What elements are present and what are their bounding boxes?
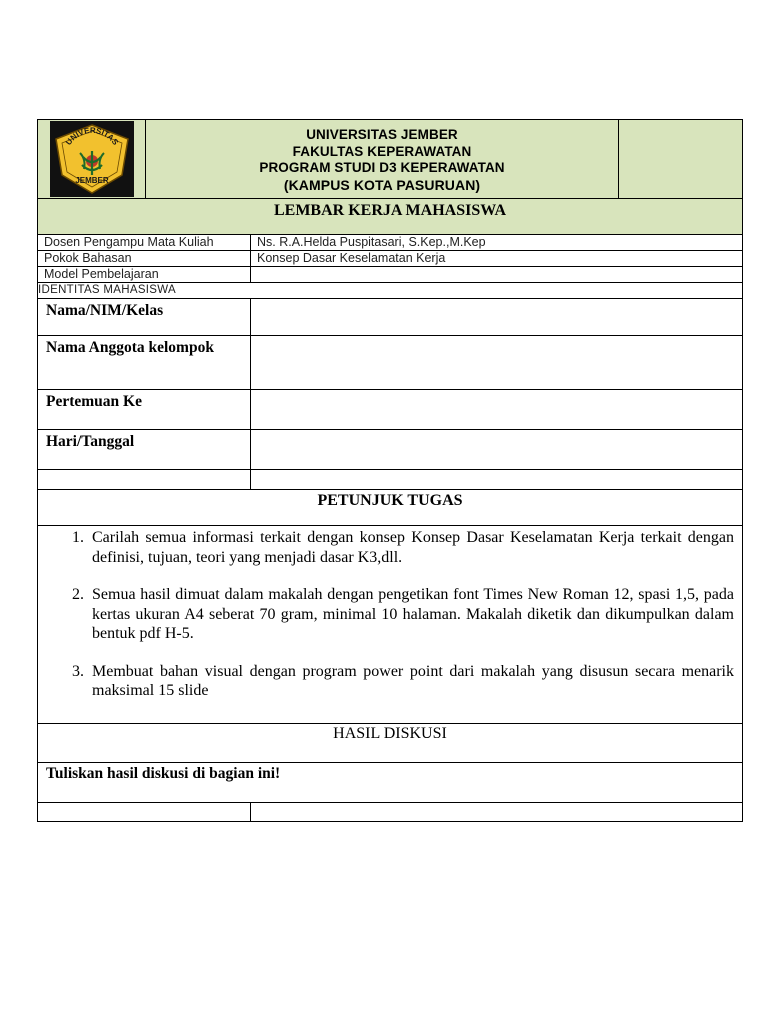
info-label: Model Pembelajaran — [38, 267, 251, 282]
identity-value-field[interactable] — [251, 390, 742, 429]
identity-value-field[interactable] — [251, 299, 742, 335]
instruction-item: 1. Carilah semua informasi terkait dengan konsep Konsep Dasar Keselamatan Kerja terkait dengan definisi, tujuan, teori yang menjadi dasar K3,dll. — [88, 528, 734, 567]
identity-row-date — [38, 429, 742, 469]
svg-text:JEMBER: JEMBER — [74, 176, 109, 185]
footer-empty-row — [38, 802, 742, 821]
instructions-heading-text: PETUNJUK TUGAS — [317, 492, 463, 509]
info-row-topic — [38, 250, 742, 266]
identity-row-name — [38, 298, 742, 335]
header-row — [38, 120, 742, 198]
info-value[interactable]: Ns. R.A.Helda Puspitasari, S.Kep.,M.Kep — [257, 235, 486, 249]
info-value[interactable]: Konsep Dasar Keselamatan Kerja — [257, 251, 446, 265]
logo-cell — [38, 120, 146, 198]
campus-name: (KAMPUS KOTA PASURUAN) — [283, 176, 481, 193]
identity-heading: IDENTITAS MAHASISWA — [38, 282, 742, 298]
empty-cell — [38, 803, 251, 821]
header-blank-cell — [619, 120, 742, 198]
sheet-title: LEMBAR KERJA MAHASISWA — [38, 198, 742, 234]
identity-value-field[interactable] — [251, 336, 742, 389]
instructions-heading — [38, 489, 742, 525]
empty-cell[interactable] — [251, 470, 742, 489]
identity-row-empty — [38, 469, 742, 489]
instruction-item: 3. Membuat bahan visual dengan program power point dari makalah yang disusun secara menarik maksimal 15 slide — [88, 662, 734, 701]
identity-row-meeting — [38, 389, 742, 429]
instructions-body — [38, 525, 742, 723]
info-row-learning-model — [38, 266, 742, 282]
empty-cell — [38, 470, 251, 489]
empty-cell[interactable] — [251, 803, 742, 821]
worksheet-table — [37, 119, 743, 822]
university-logo — [50, 121, 134, 197]
discussion-body[interactable] — [38, 762, 742, 802]
university-name: UNIVERSITAS JEMBER — [306, 127, 458, 142]
identity-label: Nama/NIM/Kelas — [38, 299, 251, 335]
svg-text:UNIVERSITAS: UNIVERSITAS — [63, 125, 120, 147]
university-seal-icon — [52, 123, 132, 195]
identity-value-field[interactable] — [251, 430, 742, 469]
info-label: Pokok Bahasan — [38, 251, 251, 266]
discussion-prompt: Tuliskan hasil diskusi di bagian ini! — [46, 765, 281, 782]
identity-label: Nama Anggota kelompok — [38, 336, 251, 389]
instructions-list — [66, 528, 734, 723]
identity-row-members — [38, 335, 742, 389]
discussion-heading — [38, 723, 742, 762]
identity-label: Pertemuan Ke — [38, 390, 251, 429]
identity-label: Hari/Tanggal — [38, 430, 251, 469]
faculty-name: FAKULTAS KEPERAWATAN — [292, 143, 472, 159]
instruction-item: 2. Semua hasil dimuat dalam makalah dengan pengetikan font Times New Roman 12, spasi 1,5, pada kertas ukuran A4 seberat 70 gram, minimal 10 halaman. Makalah diketik dan dikumpulkan dalam bentuk pdf H-5. — [88, 585, 734, 644]
program-name: PROGRAM STUDI D3 KEPERAWATAN — [259, 160, 505, 175]
header-title-block — [146, 120, 619, 198]
info-row-lecturer — [38, 234, 742, 250]
discussion-heading-text: HASIL DISKUSI — [333, 725, 447, 742]
info-label: Dosen Pengampu Mata Kuliah — [38, 235, 251, 250]
info-value[interactable] — [251, 267, 742, 282]
